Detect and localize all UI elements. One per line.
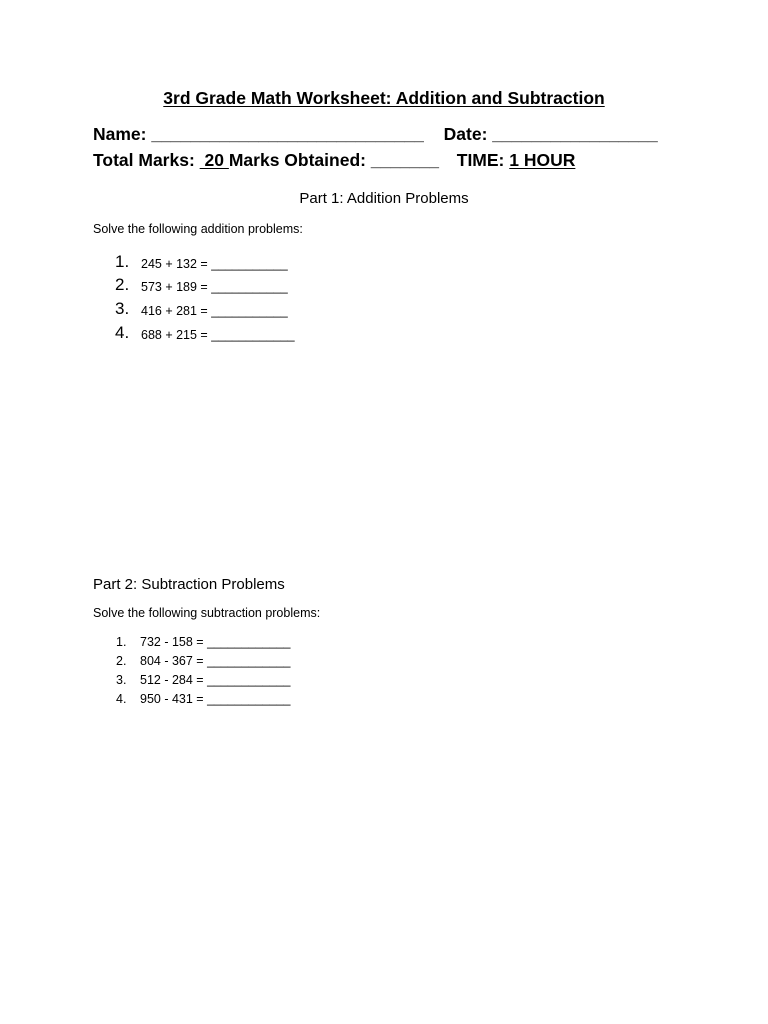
- problem-number: 2.: [116, 654, 127, 668]
- marks-obtained-label: Marks Obtained:: [228, 150, 366, 170]
- worksheet-title: 3rd Grade Math Worksheet: Addition and Subtraction: [163, 88, 605, 108]
- part1-instruction: Solve the following addition problems:: [93, 222, 303, 236]
- problem-expression: 804 - 367 = ____________: [140, 654, 291, 668]
- part2-instruction: Solve the following subtraction problems:: [93, 606, 321, 620]
- problem-number: 4.: [115, 323, 130, 342]
- problem-number: 3.: [116, 673, 127, 687]
- name-label: Name:: [93, 124, 147, 144]
- problem-number: 3.: [115, 299, 130, 318]
- date-label: Date:: [443, 124, 488, 144]
- problem-number: 1.: [115, 252, 130, 271]
- problem-expression: 245 + 132 = ___________: [141, 257, 288, 271]
- total-marks-label: Total Marks:: [93, 150, 195, 170]
- problem-expression: 416 + 281 = ___________: [141, 304, 288, 318]
- problem-expression: 732 - 158 = ____________: [140, 635, 291, 649]
- marks-time-line: [93, 150, 575, 171]
- problem-number: 1.: [116, 635, 127, 649]
- date-blank: _________________: [492, 124, 658, 144]
- total-marks-value: 20: [199, 150, 229, 170]
- problem-number: 4.: [116, 692, 127, 706]
- problem-expression: 688 + 215 = ____________: [141, 328, 295, 342]
- name-blank: ____________________________: [151, 124, 424, 144]
- problem-expression: 573 + 189 = ___________: [141, 280, 288, 294]
- part2-heading: Part 2: Subtraction Problems: [93, 576, 285, 593]
- time-label: TIME:: [456, 150, 505, 170]
- problem-expression: 950 - 431 = ____________: [140, 692, 291, 706]
- problem-number: 2.: [115, 275, 130, 294]
- problem-expression: 512 - 284 = ____________: [140, 673, 291, 687]
- part1-heading: Part 1: Addition Problems: [299, 190, 469, 207]
- marks-obtained-blank: _______: [370, 150, 439, 170]
- name-date-line: [93, 124, 658, 145]
- time-value: 1 HOUR: [509, 150, 576, 170]
